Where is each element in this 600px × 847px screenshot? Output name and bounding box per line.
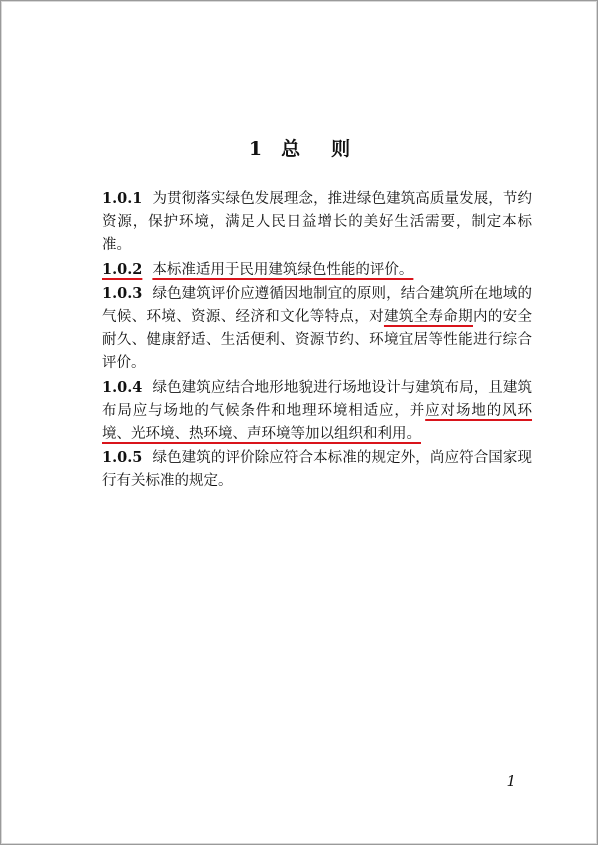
clause-text: 绿色建筑应结合地形地貌进行场地设计与建筑布局，且建筑布局应与场地的气候条件和地理环境相适应，并 [102,379,532,419]
chapter-title-char-1: 总 [281,138,302,160]
clause-1-0-5 [102,446,532,493]
clause-text: 绿色建筑的评价除应符合本标准的规定外，尚应符合国家现行有关标准的规定。 [102,450,532,490]
clause-number: 1.0.4 [102,378,143,396]
underlined-clause [102,262,413,278]
clause-number: 1.0.2 [102,260,143,278]
clause-1-0-4 [102,376,532,447]
clause-1-0-3 [102,282,532,376]
clause-text: 内的安全耐久、健康舒适、生活便利、资源节约、环境宜居等性能进行综合评价。 [102,309,533,372]
clause-number: 1.0.5 [102,449,143,467]
underlined-phrase: 建筑全寿命期 [383,309,473,326]
clause-1-0-1 [102,187,532,258]
clause-number: 1.0.3 [102,284,143,302]
clause-1-0-2 [102,258,532,282]
chapter-title [0,134,600,161]
clause-text: 为贯彻落实绿色发展理念，推进绿色建筑高质量发展，节约资源，保护环境，满足人民日益增长的美好生活需要，制定本标准。 [102,191,532,254]
clause-text: 绿色建筑评价应遵循因地制宜的原则，结合建筑所在地域的气候、环境、资源、经济和文化等特点，对 [102,285,532,326]
chapter-number: 1 [248,138,264,160]
clause-text: 本标准适用于民用建筑绿色性能的评价。 [152,261,414,278]
page-number: 1 [506,772,516,790]
chapter-title-char-2: 则 [331,138,352,160]
underlined-phrase: 应对场地的风环境、光环境、热环境、声环境等加以组织和利用。 [102,402,533,443]
clause-number: 1.0.1 [102,190,143,207]
chapter-body [102,187,532,494]
